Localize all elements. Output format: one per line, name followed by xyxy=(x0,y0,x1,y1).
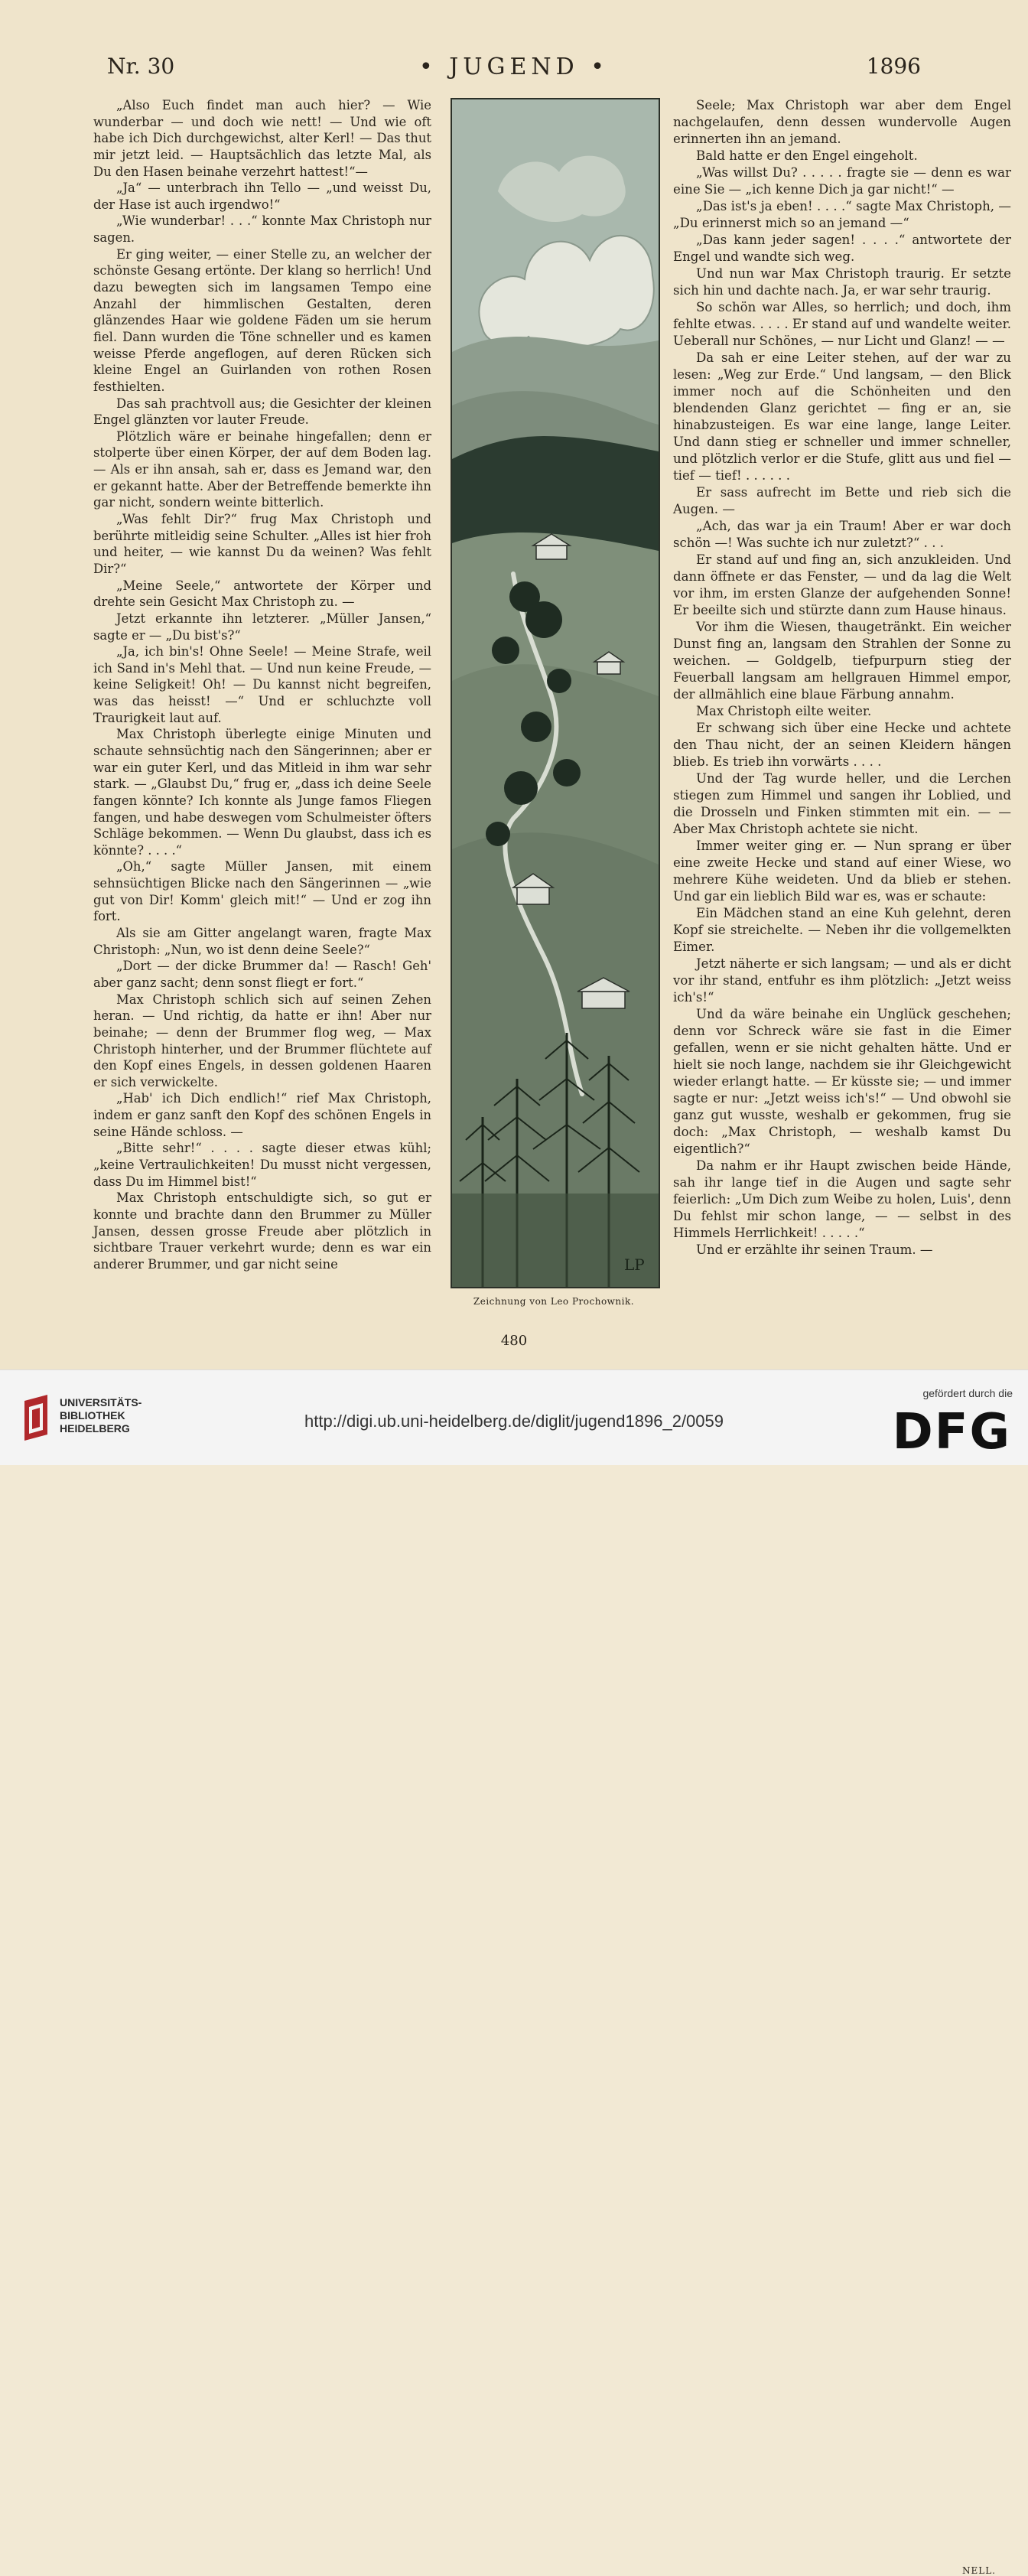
artist-monogram: LP xyxy=(624,1255,645,1274)
paragraph: Max Christoph überlegte einige Minuten und schaute sehnsüchtig nach den Sängerinnen; aber er war ein guter Kerl, und das Mitleid in ihm war sehr stark. — „Glaubst Du,“ frug er, „dass ich deine Seele fangen könnte? Ich konnte als Junge famos Fliegen fangen, und habe deswegen vom Schulmeister öfters Schläge bekommen. — Wenn Du glaubst, dass ich es könnte? . . . .“ xyxy=(93,727,431,858)
paragraph: Das sah prachtvoll aus; die Gesichter der kleinen Engel glänzten vor lauter Freude. xyxy=(93,396,431,428)
page-header xyxy=(107,54,921,84)
paragraph: Immer weiter ging er. — Nun sprang er über eine zweite Hecke und stand auf einer Wiese, wo mehrere Kühe weideten. Und da blieb er stehen. Und gar ein lieblich Bild war es, was er schaute: xyxy=(673,839,1011,904)
paragraph: Plötzlich wäre er beinahe hingefallen; denn er stolperte über einen Körper, der auf dem Boden lag. — Als er ihn ansah, sah er, dass es Jemand war, den er gekannt hatte. Aber der Betreffende bemerkte ihn gar nicht, sondern weinte bitterlich. xyxy=(93,428,431,510)
funding-note: gefördert durch die xyxy=(922,1387,1013,1399)
text-column-left xyxy=(93,97,431,1272)
permalink-url[interactable]: http://digi.ub.uni-heidelberg.de/diglit/jugend1896_2/0059 xyxy=(304,1412,724,1431)
library-line-3: HEIDELBERG xyxy=(60,1422,130,1435)
paragraph: Er ging weiter, — einer Stelle zu, an welcher der schönste Gesang ertönte. Der klang so herrlich! Und dazu bewegten sich im langsamen Tempo eine Anzahl der himmlischen Gestalten, deren glänzendes Haar wie goldene Fäden um sie herum fiel. Dann wurden die Töne schneller und es kamen weisse Pferde angeflogen, auf deren Rücken sich kleine Engel an Guirlanden von rothen Rosen festhielten. xyxy=(93,246,431,394)
paragraph: Er sass aufrecht im Bette und rieb sich die Augen. — xyxy=(673,485,1011,516)
paragraph: Als sie am Gitter angelangt waren, fragte Max Christoph: „Nun, wo ist denn deine Seele?“ xyxy=(93,926,431,957)
paragraph: „Meine Seele,“ antwortete der Körper und drehte sein Gesicht Max Christoph zu. — xyxy=(93,578,431,610)
paragraph: Ein Mädchen stand an eine Kuh gelehnt, deren Kopf sie streichelte. — Neben ihr die vollgemelkten Eimer. xyxy=(673,906,1011,954)
paragraph: Und der Tag wurde heller, und die Lerchen stiegen zum Himmel und sangen ihr Loblied, und die Drosseln und Finken stimmten mit ein. — — Aber Max Christoph achtete sie nicht. xyxy=(673,771,1011,836)
paragraph: „Ach, das war ja ein Traum! Aber er war doch schön —! Was suchte ich nur zuletzt?“ . . . xyxy=(673,519,1011,550)
paragraph: Max Christoph entschuldigte sich, so gut er konnte und brachte dann den Brummer zu Müller Jansen, dessen grosse Freude aber plötzlich in sichtbare Trauer verkehrt wurde; denn es war ein anderer Brummer, und gar nicht seine xyxy=(93,1190,431,1272)
page-number: 480 xyxy=(500,1333,528,1349)
landscape-illustration xyxy=(451,98,660,1288)
paragraph: Und er erzählte ihr seinen Traum. — xyxy=(696,1242,933,1257)
paragraph: So schön war Alles, so herrlich; und doch, ihm fehlte etwas. . . . . Er stand auf und wandelte weiter. Ueberall nur Schönes, — nur Licht und Glanz! — — xyxy=(673,300,1011,348)
paragraph: Bald hatte er den Engel eingeholt. xyxy=(696,148,918,163)
issue-number: Nr. 30 xyxy=(107,54,175,79)
text-column-right xyxy=(673,97,1011,1259)
paragraph: Vor ihm die Wiesen, thaugetränkt. Ein weicher Dunst fing an, langsam den Strahlen der Sonne zu weichen. — Goldgelb, tiefpurpurn stieg der Feuerball langsam am hellgrauen Himmel empor, der allmählich eine blaue Färbung annahm. xyxy=(673,620,1011,702)
paragraph: Da nahm er ihr Haupt zwischen beide Hände, sah ihr lange tief in die Augen und sagte sehr feierlich: „Um Dich zum Weibe zu holen, Luis', denn Du fehlst mir schon lange, — — selbst in des Himmels Herrlichkeit! . . . . .“ xyxy=(673,1158,1011,1240)
dfg-logo: DFG xyxy=(892,1404,1011,1461)
illustration-caption: Zeichnung von Leo Prochownik. xyxy=(473,1296,635,1307)
paragraph: „Bitte sehr!“ . . . . sagte dieser etwas kühl; „keine Vertraulichkeiten! Du musst nicht vergessen, dass Du im Himmel bist!“ xyxy=(93,1141,431,1189)
paragraph: „Ja“ — unterbrach ihn Tello — „und weisst Du, der Hase ist auch irgendwo!“ xyxy=(93,181,431,212)
paragraph: „Wie wunderbar! . . .“ konnte Max Christoph nur sagen. xyxy=(93,213,431,246)
paragraph: Jetzt näherte er sich langsam; — und als er dicht vor ihr stand, entfuhr es ihm plötzlich: „Jetzt weiss ich's!“ xyxy=(673,956,1011,1005)
paragraph: Max Christoph eilte weiter. xyxy=(696,704,872,718)
paragraph: „Was fehlt Dir?“ frug Max Christoph und berührte mitleidig seine Schulter. „Alles ist hier froh und heiter, — wie kannst Du da weinen? Was fehlt Dir?“ xyxy=(93,512,431,576)
paragraph: „Also Euch findet man auch hier? — Wie wunderbar — und doch wie nett! — Und wie oft habe ich Dich durchgewichst, alter Kerl! — Das thut mir jetzt leid. — Hauptsächlich das letzte Mal, als Du den Hasen beinahe verzehrt hattest!“— xyxy=(93,98,431,179)
paragraph: Und nun war Max Christoph traurig. Er setzte sich hin und dachte nach. Ja, er war sehr traurig. xyxy=(673,266,1011,298)
paragraph: „Das kann jeder sagen! . . . .“ antwortete der Engel und wandte sich weg. xyxy=(673,233,1011,264)
paragraph: „Das ist's ja eben! . . . .“ sagte Max Christoph, — „Du erinnerst mich so an jemand —“ xyxy=(673,199,1011,230)
paragraph: Seele; Max Christoph war aber dem Engel nachgelaufen, denn dessen wundervolle Augen erinnerten ihn an jemand. xyxy=(673,98,1011,146)
author-signature: NELL. xyxy=(961,2565,996,2576)
paragraph: „Oh,“ sagte Müller Jansen, mit einem sehnsüchtigen Blicke nach den Sängerinnen — „wie gut von Dir! Komm' gleich mit!“ — Und er zog ihn fort. xyxy=(93,859,431,924)
landscape-drawing xyxy=(452,99,659,1287)
paragraph: Jetzt erkannte ihn letzterer. „Müller Jansen,“ sagte er — „Du bist's?“ xyxy=(93,611,431,643)
paragraph: Da sah er eine Leiter stehen, auf der war zu lesen: „Weg zur Erde.“ Und langsam, — den Blick immer noch auf die Schönheiten und den blendenden Glanz gerichtet — fing er an, sie hinabzusteigen. Es war eine lange, lange Leiter. Und dann stieg er schneller und immer schneller, und plötzlich verlor er die Stufe, glitt aus und fiel — tief — tief! . . . . . . xyxy=(673,350,1011,483)
library-line-2: BIBLIOTHEK xyxy=(60,1409,125,1422)
paragraph: „Hab' ich Dich endlich!“ rief Max Christoph, indem er ganz sanft den Kopf des schönen Engels in seine Hände schloss. — xyxy=(93,1091,431,1139)
digitization-footer xyxy=(0,1369,1028,1465)
paragraph: „Ja, ich bin's! Ohne Seele! — Meine Strafe, weil ich Sand in's Mehl that. — Und nun keine Freude, — keine Seligkeit! Oh! — Du kannst nicht begreifen, was das heisst! —“ Und er schluchzte voll Traurigkeit laut auf. xyxy=(93,644,431,725)
paragraph: Max Christoph schlich sich auf seinen Zehen heran. — Und richtig, da hatte er ihn! Aber nur beinahe; — denn der Brummer flog weg, — Max Christoph hinterher, und der Brummer flüchtete auf den Kopf eines Engels, in dessen goldenen Haaren er sich verwickelte. xyxy=(93,992,431,1089)
paragraph: Er stand auf und fing an, sich anzukleiden. Und dann öffnete er das Fenster, — und da lag die Welt vor ihm, im ersten Glanze der aufgehenden Sonne! Er beeilte sich und stürzte dann zum Hause hinaus. xyxy=(673,552,1011,617)
year: 1896 xyxy=(866,54,921,79)
library-line-1: UNIVERSITÄTS- xyxy=(60,1396,142,1408)
paragraph: „Dort — der dicke Brummer da! — Rasch! Geh' aber ganz sacht; denn sonst fliegt er fort.“ xyxy=(93,959,431,990)
paragraph: Und da wäre beinahe ein Unglück geschehen; denn vor Schreck wäre sie fast in die Eimer gefallen, wenn er sie nicht gehalten hätte. Und er hielt sie noch lange, nachdem sie ihr Gleichgewicht wieder erlangt hatte. — Er küsste sie; — und immer sagte er nur: „Jetzt weiss ich's!“ — Und obwohl sie ganz gut wusste, weshalb er gekommen, frug sie doch: „Max Christoph, — weshalb kamst Du eigentlich?“ xyxy=(673,1007,1011,1156)
paragraph: „Was willst Du? . . . . . fragte sie — denn es war eine Sie — „ich kenne Dich ja gar nicht!“ — xyxy=(673,165,1011,197)
magazine-title: • JUGEND • xyxy=(419,54,609,80)
paragraph: Er schwang sich über eine Hecke und achtete den Thau nicht, der an seinen Kleidern hängen blieb. Es trieb ihn vorwärts . . . . xyxy=(673,721,1011,769)
